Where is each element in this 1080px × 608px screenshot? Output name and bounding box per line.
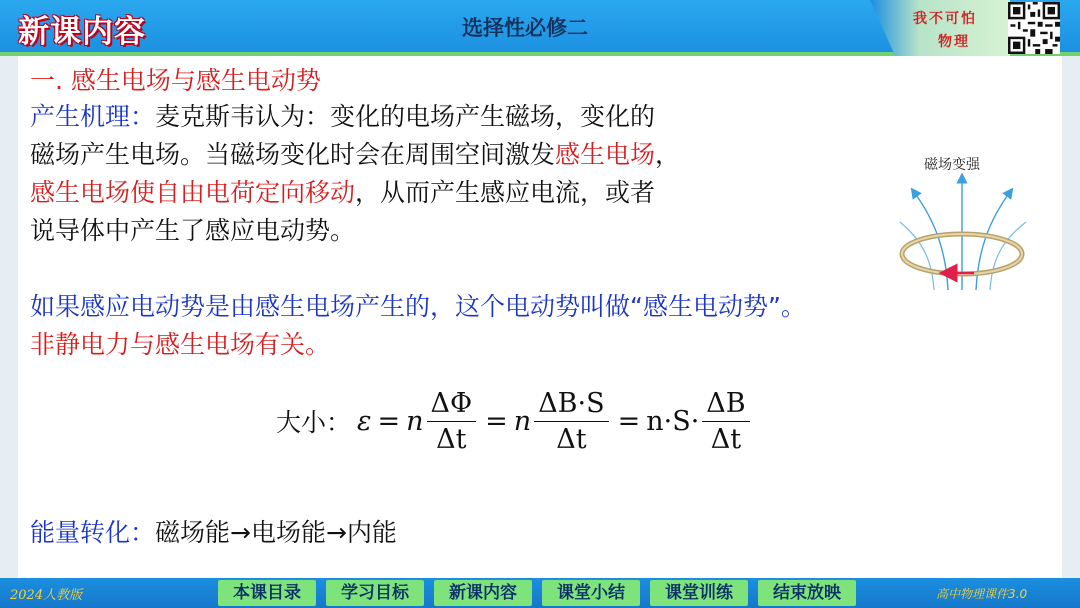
edition-label: 2024人教版 [10,588,83,603]
equals-sign: = [485,405,508,437]
section-title: 新课内容 [18,14,146,50]
n-symbol: n [406,405,424,437]
nonelectrostatic-text: 非静电力与感生电场有关。 [30,330,331,359]
fraction-denominator: Δt [710,423,742,455]
induced-field-term: 感生电场 [555,140,656,169]
nav-button-summary[interactable]: 课堂小结 [542,580,640,606]
equals-sign: = [617,405,641,437]
mechanism-label: 产生机理： [30,102,156,131]
line2-punct: ， [655,140,681,169]
course-title: 选择性必修二 [462,16,588,40]
nav-button-end-show[interactable]: 结束放映 [758,580,856,606]
equals-sign: = [377,405,401,437]
emf-formula [276,378,753,464]
n-symbol: n [513,405,532,437]
paragraph-line-2 [30,138,680,172]
footer-bar [0,578,1080,608]
section-heading: 一. 感生电场与感生电动势 [30,66,321,95]
charge-motion-text: 感生电场使自由电荷定向移动 [30,178,356,207]
energy-line [30,516,397,550]
nav-button-contents[interactable]: 本课目录 [218,580,316,606]
paragraph-line-1 [30,100,655,134]
nav-button-new-content[interactable]: 新课内容 [434,580,532,606]
fraction-denominator: Δt [436,423,467,455]
fraction-numerator: ΔΦ [427,388,477,422]
figure-caption: 磁场变强 [924,157,980,173]
nav-button-practice[interactable]: 课堂训练 [650,580,748,606]
fraction-flux [427,388,477,455]
fraction-field [702,388,749,455]
series-label: 高中物理课件3.0 [936,587,1028,601]
content-panel [18,56,1062,578]
qr-code-icon [1008,2,1060,54]
brand-subject: 物理 [938,34,970,50]
ns-term: n·S· [646,405,700,437]
fraction-denominator: Δt [556,423,587,455]
paragraph-line-4: 说导体中产生了感应电动势。 [30,216,356,245]
definition-text: 如果感应电动势是由感生电场产生的，这个电动势叫做“感生电动势”。 [30,292,806,321]
induced-field-ring-diagram [896,172,1036,300]
brand-name: 我不可怕 [913,11,977,27]
fraction-numerator: ΔB [702,388,749,422]
energy-text: 磁场能→电场能→内能 [155,518,397,547]
fraction-numerator: ΔB·S [534,388,608,422]
energy-label: 能量转化： [30,518,156,547]
epsilon-symbol: ε [357,405,372,437]
mechanism-text: 麦克斯韦认为：变化的电场产生磁场，变化的 [155,102,656,131]
formula-label: 大小： [276,408,352,437]
line2-text: 磁场产生电场。当磁场变化时会在周围空间激发 [30,140,556,169]
nav-button-objectives[interactable]: 学习目标 [326,580,424,606]
paragraph-line-3 [30,176,655,210]
line3-text: ，从而产生感应电流，或者 [355,178,656,207]
fraction-field-area [534,388,608,455]
